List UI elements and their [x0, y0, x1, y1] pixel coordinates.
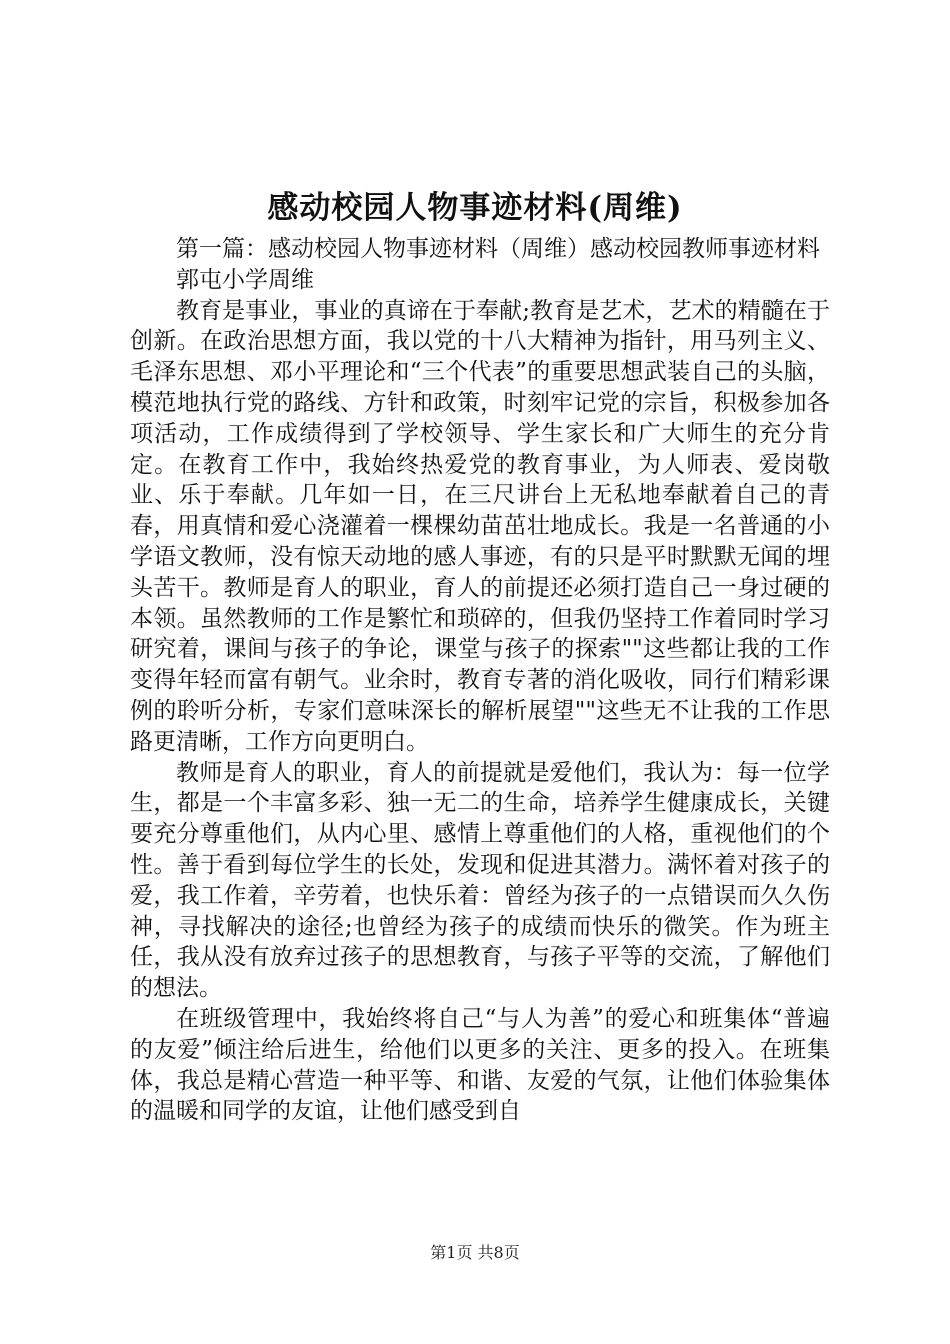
document-body — [130, 234, 830, 1127]
page-footer: 第1页 共8页 — [430, 1243, 520, 1262]
paragraph-body: 教师是育人的职业，育人的前提就是爱他们，我认为：每一位学生，都是一个丰富多彩、独一无二的生命，培养学生健康成长，关键要充分尊重他们，从内心里、感情上尊重他们的人格，重视他们的个性。善于看到每位学生的长处，发现和促进其潜力。满怀着对孩子的爱，我工作着，辛劳着，也快乐着：曾经为孩子的一点错误而久久伤神，寻找解决的途径;也曾经为孩子的成绩而快乐的微笑。作为班主任，我从没有放弃过孩子的思想教育，与孩子平等的交流，了解他们的想法。 — [130, 759, 830, 1002]
paragraph-body: 在班级管理中，我始终将自己“与人为善”的爱心和班集体“普遍的友爱”倾注给后进生，给他们以更多的关注、更多的投入。在班集体，我总是精心营造一种平等、和谐、友爱的气氛，让他们体验集体的温暖和同学的友谊，让他们感受到自 — [130, 1005, 830, 1125]
document-title: 感动校园人物事迹材料(周维) — [267, 190, 683, 226]
paragraph-author: 郭屯小学周维 — [176, 266, 314, 293]
paragraph-body: 教育是事业，事业的真谛在于奉献;教育是艺术，艺术的精髓在于创新。在政治思想方面，我以党的十八大精神为指针，用马列主义、毛泽东思想、邓小平理论和“三个代表”的重要思想武装自己的头脑，模范地执行党的路线、方针和政策，时刻牢记党的宗旨，积极参加各项活动，工作成绩得到了学校领导、学生家长和广大师生的充分肯定。在教育工作中，我始终热爱党的教育事业，为人师表、爱岗敬业、乐于奉献。几年如一日，在三尺讲台上无私地奉献着自己的青春，用真情和爱心浇灌着一棵棵幼苗茁壮地成长。我是一名普通的小学语文教师，没有惊天动地的感人事迹，有的只是平时默默无闻的埋头苦干。教师是育人的职业，育人的前提还必须打造自己一身过硬的本领。虽然教师的工作是繁忙和琐碎的，但我仍坚持工作着同时学习研究着，课间与孩子的争论，课堂与孩子的探索""这些都让我的工作变得年轻而富有朝气。业余时，教育专著的消化吸收，同行们精彩课例的聆听分析，专家们意味深长的解析展望""这些无不让我的工作思路更清晰，工作方向更明白。 — [130, 297, 830, 755]
paragraph-heading: 第一篇：感动校园人物事迹材料（周维）感动校园教师事迹材料 — [176, 236, 820, 262]
